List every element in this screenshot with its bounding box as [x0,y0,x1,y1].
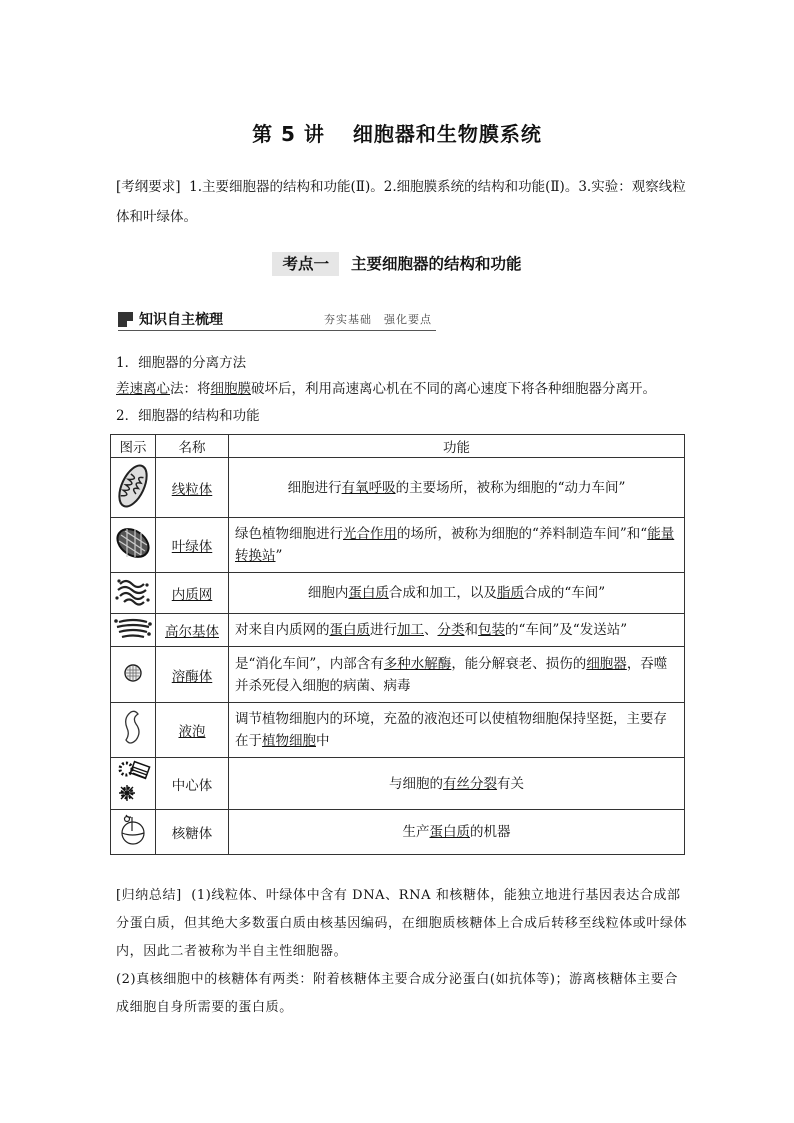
page-title [0,118,794,147]
keyword: 蛋白质 [429,824,470,840]
organelle-function [229,647,685,703]
keyword: 细胞膜 [210,381,251,397]
organelle-name: 叶绿体 [156,518,229,573]
section-divider [118,330,436,331]
keyword: 细胞器 [586,655,627,672]
organelle-name: 溶酶体 [156,647,229,703]
requirements-text: 1.主要细胞器的结构和功能(Ⅱ)。2.细胞膜系统的结构和功能(Ⅱ)。3.实验：观察线粒体和叶绿体。 [116,179,686,225]
organelle-name: 内质网 [156,573,229,614]
point2-heading: 2．细胞器的结构和功能 [116,408,260,424]
text: 中 [316,733,330,749]
lecture-number: 第 5 讲 [252,122,325,146]
organelle-function [229,458,685,518]
summary-box [116,882,688,1022]
organelle-name: 线粒体 [156,458,229,518]
keyword: 有丝分裂 [443,775,497,792]
golgi-icon [111,614,156,647]
topic-label: 考点一 [272,252,339,276]
text: 法：将 [170,381,211,397]
keyword: 分类 [437,622,465,638]
table-row [111,703,685,758]
text: 是“消化车间”，内部含有 [235,655,384,672]
keyword: 蛋白质 [329,622,370,638]
organelle-function [229,703,685,758]
section-square-icon [118,312,133,327]
summary-label: [归纳总结] [116,888,182,903]
exam-requirements [116,172,686,232]
text: 的“车间”及“发送站” [505,622,628,638]
header-diagram: 图示 [111,435,156,458]
text: 对来自内质网的 [235,622,330,638]
table-row [111,614,685,647]
chloroplast-icon [111,518,156,573]
text: 的场所，被称为细胞的“养料制造车间”和“ [397,526,648,542]
centrosome-icon [111,758,156,810]
keyword: 有氧呼吸 [341,479,396,496]
header-function: 功能 [229,435,685,458]
organelle-function [229,810,685,855]
organelle-name: 液泡 [156,703,229,758]
header-name: 名称 [156,435,229,458]
topic-heading [0,252,794,274]
text: 合成和加工，以及 [388,585,497,601]
organelle-name: 中心体 [156,758,229,810]
text: 破坏后，利用高速离心机在不同的离心速度下将各种细胞器分离开。 [251,381,656,397]
text: 合成的“车间” [523,585,606,601]
vacuole-icon [111,703,156,758]
keyword: 光合作用 [343,526,397,542]
section-title: 知识自主梳理 [139,312,223,328]
endoplasmic-reticulum-icon [111,573,156,614]
table-row [111,647,685,703]
section-header [118,308,438,332]
text: ，吞噬并杀死侵入细胞的病菌、病毒 [235,655,668,694]
organelle-function [229,518,685,573]
organelle-name: 核糖体 [156,810,229,855]
text: 和 [464,622,478,638]
text: ，能分解衰老、损伤的 [451,655,587,672]
keyword: 差速离心 [116,381,170,397]
text: 进行 [370,622,397,638]
text: 绿色植物细胞进行 [235,526,343,542]
organelle-table [110,434,685,855]
keyword: 蛋白质 [348,585,389,601]
table-row [111,758,685,810]
table-row [111,458,685,518]
keyword: 包装 [478,622,505,638]
keyword: 能量转换站 [235,526,675,564]
requirements-label: [考纲要求] [116,179,181,195]
keyword: 多种水解酶 [383,655,452,672]
point1-body [116,376,696,402]
organelle-function [229,573,685,614]
table-row [111,810,685,855]
table-header-row [111,435,685,458]
lysosome-icon [111,647,156,703]
text: 的主要场所，被称为细胞的“动力车间” [395,479,626,496]
text: 有关 [497,775,524,792]
summary-paragraph-1 [116,882,688,966]
mitochondrion-icon [111,458,156,518]
organelle-function [229,614,685,647]
text: 细胞内 [307,585,349,601]
table-row [111,573,685,614]
point1-heading: 1．细胞器的分离方法 [116,355,247,371]
keyword: 脂质 [496,585,524,601]
text: ” [275,548,283,564]
organelle-function [229,758,685,810]
summary-text-1: (1)线粒体、叶绿体中含有 DNA、RNA 和核糖体，能独立地进行基因表达合成部分蛋白质，但其绝大多数蛋白质由核基因编码，在细胞质核糖体上合成后转移至线粒体或叶绿体内，因此二者被称为半自主性细胞器。 [116,888,688,959]
keyword: 植物细胞 [262,733,316,749]
section-subtitle: 夯实基础 强化要点 [324,313,432,326]
keyword: 加工 [397,622,424,638]
organelle-name: 高尔基体 [156,614,229,647]
text: 生产 [402,824,430,840]
text: 的机器 [470,824,511,840]
summary-paragraph-2: (2)真核细胞中的核糖体有两类：附着核糖体主要合成分泌蛋白(如抗体等)；游离核糖体主要合成细胞自身所需要的蛋白质。 [116,972,678,1015]
text: 与细胞的 [389,775,443,792]
ribosome-icon [111,810,156,855]
text: 、 [424,622,438,638]
text: 调节植物细胞内的环境，充盈的液泡还可以使植物细胞保持坚挺，主要存在于 [235,711,667,749]
table-row [111,518,685,573]
text: 细胞进行 [287,479,342,496]
topic-title: 主要细胞器的结构和功能 [351,255,522,273]
lecture-title: 细胞器和生物膜系统 [352,122,542,146]
